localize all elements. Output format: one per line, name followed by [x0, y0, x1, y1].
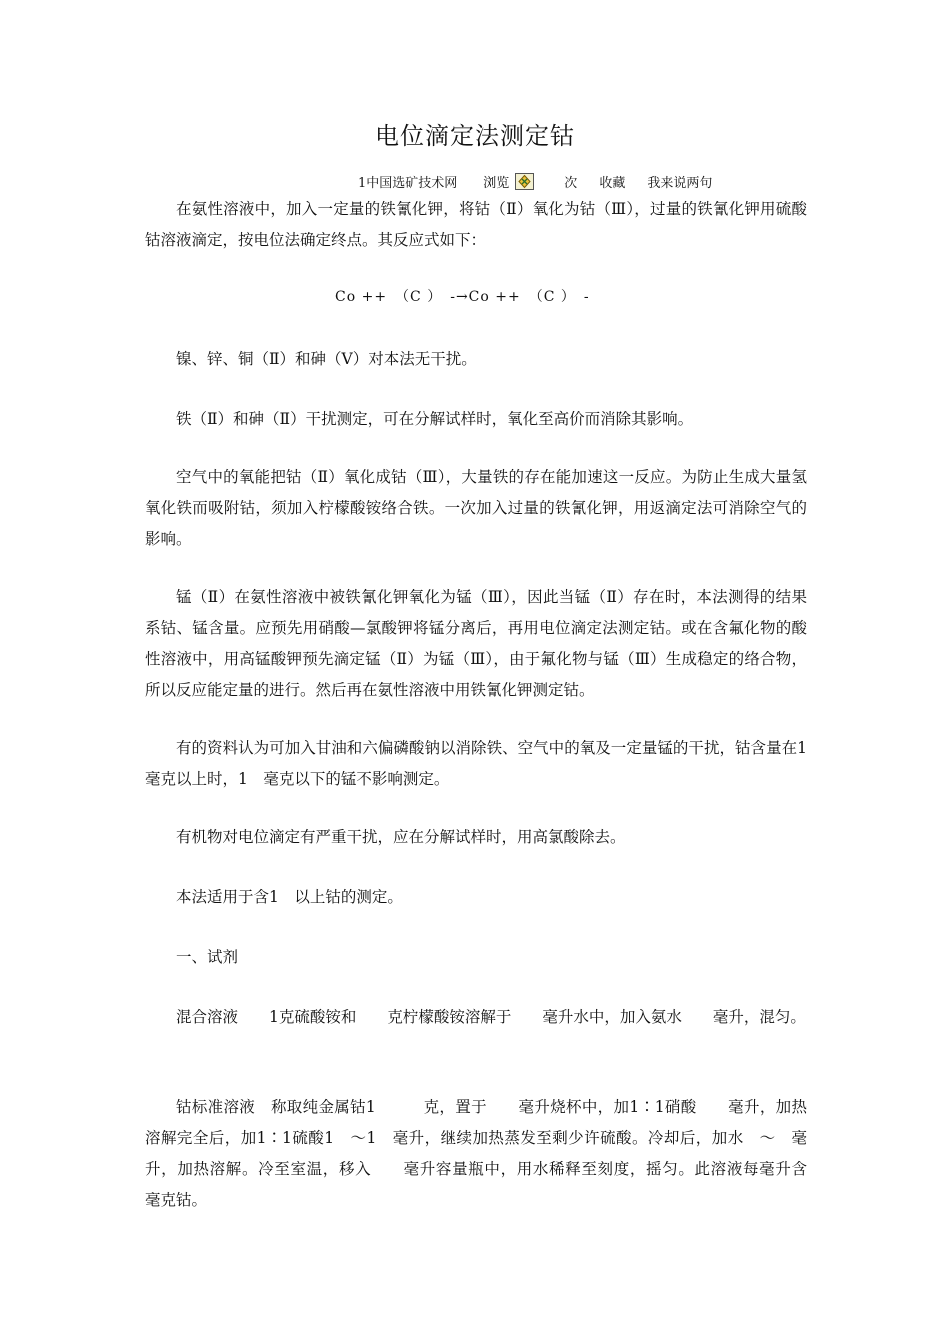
paragraph-oxygen: 空气中的氧能把钴（Ⅱ）氧化成钴（Ⅲ），大量铁的存在能加速这一反应。为防止生成大量氢氧化铁而吸附钴，须加入柠檬酸铵络合铁。一次加入过量的铁氰化钾，用返滴定法可消除空气的影响。	[145, 468, 807, 548]
image-placeholder-icon	[515, 173, 534, 190]
paragraph-glycerin: 有的资料认为可加入甘油和六偏磷酸钠以消除铁、空气中的氧及一定量锰的干扰，钴含量在1 毫克以上时，1 毫克以下的锰不影响测定。	[145, 739, 823, 788]
section-heading-reagents: 一、试剂	[176, 948, 239, 966]
paragraph-manganese: 锰（Ⅱ）在氨性溶液中被铁氰化钾氧化为锰（Ⅲ），因此当锰（Ⅱ）存在时，本法测得的结果系钴、锰含量。应预先用硝酸—氯酸钾将锰分离后，再用电位滴定法测定钴。或在含氟化物的酸性溶液中，用高锰酸钾预先滴定锰（Ⅱ）为锰（Ⅲ），由于氟化物与锰（Ⅲ）生成稳定的络合物，所以反应能定量的进行。然后再在氨性溶液中用铁氰化钾测定钴。	[145, 588, 807, 699]
source-link[interactable]: 1中国选矿技术网	[358, 176, 458, 191]
paragraph-organics: 有机物对电位滴定有严重干扰，应在分解试样时，用高氯酸除去。	[176, 828, 626, 846]
paragraph-scope: 本法适用于含1 以上钴的测定。	[176, 888, 403, 906]
views-label: 浏览	[483, 176, 510, 191]
document-title: 电位滴定法测定钴	[375, 122, 575, 150]
collect-link[interactable]: 收藏	[599, 176, 626, 191]
paragraph-no-interference: 镍、锌、铜（Ⅱ）和砷（Ⅴ）对本法无干扰。	[176, 350, 477, 368]
reaction-equation: Co ++ （C ） -→Co ++ （C ） -	[335, 289, 590, 305]
paragraph-intro: 在氨性溶液中，加入一定量的铁氰化钾，将钴（Ⅱ）氧化为钴（Ⅲ），过量的铁氰化钾用硫酸钴溶液滴定，按电位法确定终点。其反应式如下：	[145, 200, 807, 249]
paragraph-cobalt-standard: 钴标准溶液 称取纯金属钴1 克，置于 毫升烧杯中，加1∶1硝酸 毫升，加热溶解完全后，加1∶1硫酸1 ～1 毫升，继续加热蒸发至剩少许硫酸。冷却后，加水 ～ 毫升，加热溶解。冷至室温，移入 毫升容量瓶中，用水稀释至刻度，摇匀。此溶液每毫升含 毫克钴。	[145, 1098, 823, 1209]
times-label: 次	[564, 176, 578, 191]
paragraph-iron-arsenic: 铁（Ⅱ）和砷（Ⅱ）干扰测定，可在分解试样时，氧化至高价而消除其影响。	[176, 410, 694, 428]
article-meta	[358, 172, 712, 191]
paragraph-mixed-solution: 混合溶液 1克硫酸铵和 克柠檬酸铵溶解于 毫升水中，加入氨水 毫升，混匀。	[176, 1008, 806, 1026]
comment-link[interactable]: 我来说两句	[647, 176, 713, 191]
